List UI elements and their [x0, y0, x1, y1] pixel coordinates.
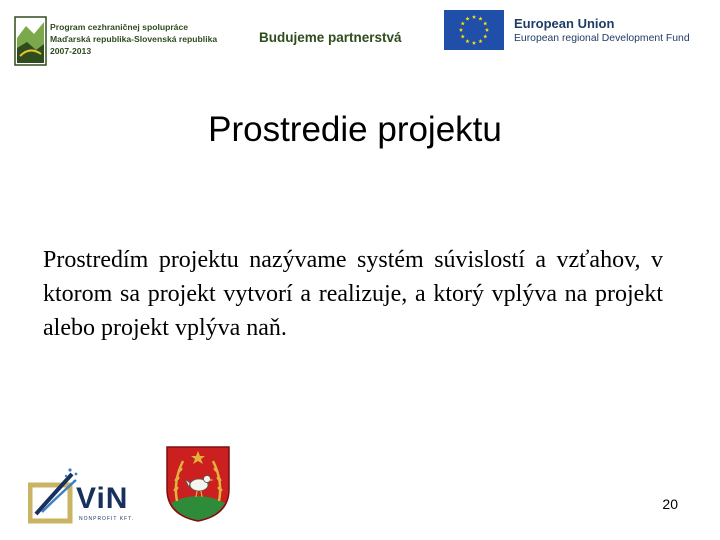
page-number: 20 — [662, 496, 678, 512]
coat-of-arms-icon — [165, 445, 231, 523]
program-name — [50, 21, 217, 58]
eu-label — [514, 16, 690, 46]
slide-title: Prostredie projektu — [208, 110, 502, 149]
eu-title: European Union — [514, 16, 615, 31]
program-line-1: Program cezhraničnej spolupráce — [50, 22, 189, 32]
slide-header — [0, 0, 720, 72]
eu-subtitle: European regional Development Fund — [514, 33, 690, 44]
vin-logo-text: ViN — [76, 482, 129, 515]
slogan: Budujeme partnerstvá — [259, 30, 402, 45]
slide-body-text: Prostredím projektu nazývame systém súvislostí a vzťahov, v ktorom sa projekt vytvorí a realizuje, a ktorý vplýva na projekt alebo projekt vplýva naň. — [43, 247, 663, 341]
program-line-3: 2007-2013 — [50, 46, 92, 57]
vin-tagline: NONPROFIT KFT. — [79, 516, 135, 522]
program-logo-icon — [14, 16, 47, 66]
eu-flag-icon — [444, 10, 504, 50]
program-line-2: Maďarská republika-Slovenská republika — [50, 34, 218, 45]
